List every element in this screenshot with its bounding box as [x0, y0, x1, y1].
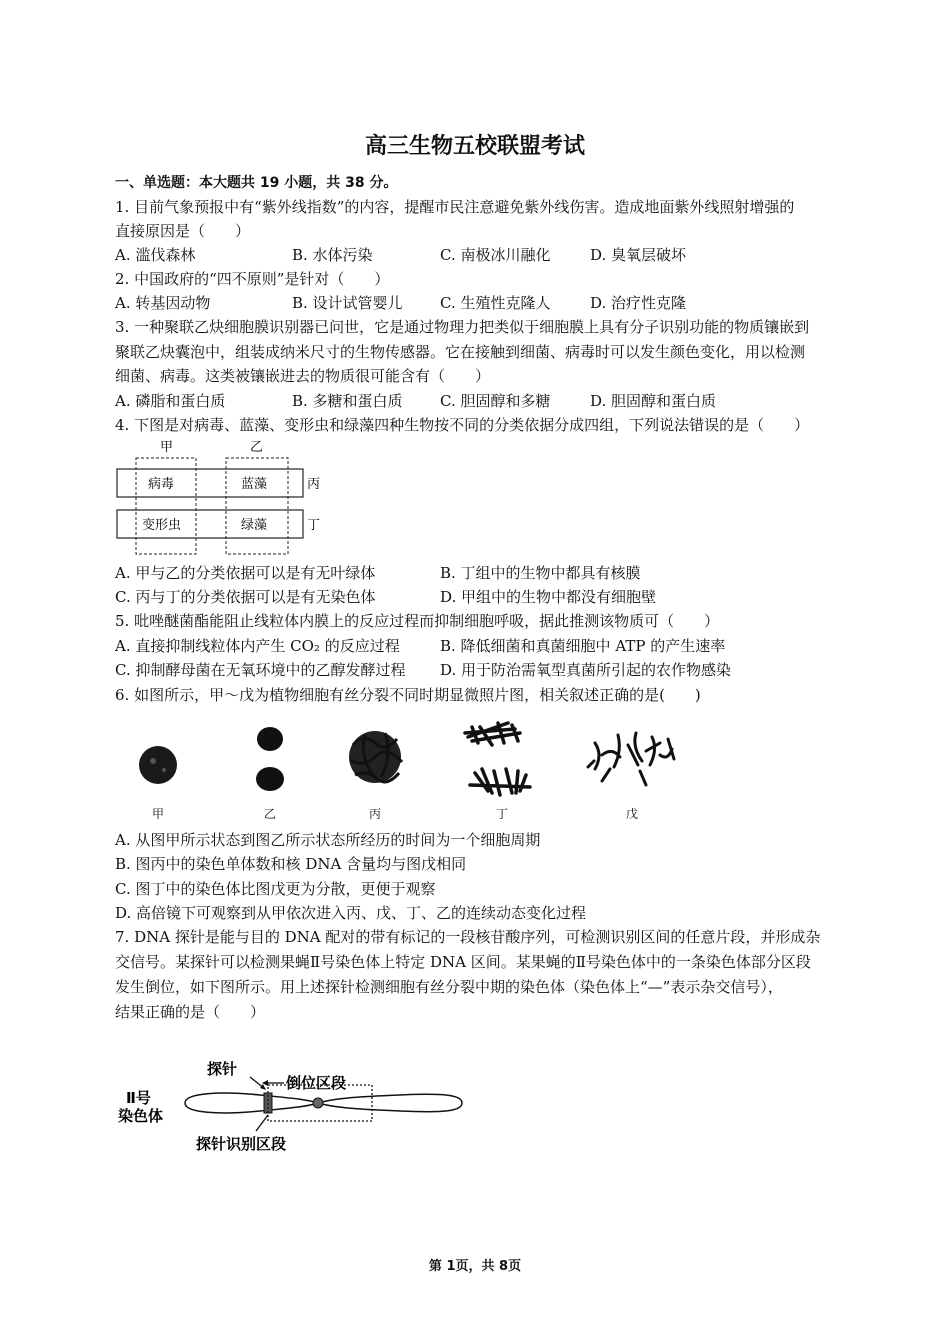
label-bing: 丙 [307, 477, 321, 492]
q1-stem-1: 1. 目前气象预报中有“紫外线指数”的内容，提醒市民注意避免紫外线伤害。造成地面紫外线照射增强的 [115, 198, 795, 216]
caption-yi: 乙 [263, 807, 276, 821]
q5-option-d: D. 用于防治需氧型真菌所引起的农作物感染 [440, 661, 732, 679]
row-bing-box [117, 469, 303, 497]
cell-virus: 病毒 [148, 477, 175, 492]
q3-stem-1: 3. 一种聚联乙炔细胞膜识别器已问世，它是通过物理力把类似于细胞膜上具有分子识别功能的物质镶嵌到 [115, 318, 810, 336]
micrograph-wu [588, 733, 674, 785]
q1-stem-2: 直接原因是（ ） [115, 222, 251, 240]
q2-option-d: D. 治疗性克隆 [590, 294, 687, 312]
q5-option-c: C. 抑制酵母菌在无氧环境中的乙醇发酵过程 [115, 661, 406, 679]
micrograph-bing [349, 731, 402, 783]
q4-stem: 4. 下图是对病毒、蓝藻、变形虫和绿藻四种生物按不同的分类依据分成四组，下列说法错误的是（ ） [115, 416, 810, 434]
q5-option-b: B. 降低细菌和真菌细胞中 ATP 的产生速率 [440, 637, 726, 655]
q3-option-a: A. 磷脂和蛋白质 [115, 392, 226, 410]
label-chromosome: 染色体 [118, 1107, 164, 1125]
q7-chromosome-diagram [110, 1055, 470, 1160]
q4-option-a: A. 甲与乙的分类依据可以是有无叶绿体 [115, 564, 376, 582]
q2-option-a: A. 转基因动物 [115, 294, 211, 312]
q5-option-a: A. 直接抑制线粒体内产生 CO₂ 的反应过程 [115, 637, 400, 655]
label-probe: 探针 [207, 1060, 238, 1078]
caption-jia: 甲 [151, 807, 164, 821]
q7-stem-4: 结果正确的是（ ） [115, 1003, 266, 1021]
q3-option-c: C. 胆固醇和多糖 [440, 392, 551, 410]
q4-option-c: C. 丙与丁的分类依据可以是有无染色体 [115, 588, 376, 606]
cell-cyanobacteria: 蓝藻 [241, 477, 268, 492]
q4-classification-diagram [110, 436, 340, 560]
q7-stem-1: 7. DNA 探针是能与目的 DNA 配对的带有标记的一段核苷酸序列，可检测识别区间的任意片段，并形成杂 [115, 928, 821, 946]
label-jia: 甲 [160, 440, 174, 455]
caption-bing: 丙 [368, 807, 381, 821]
label-probe-region: 探针识别区段 [196, 1135, 287, 1153]
micrograph-ding [465, 723, 530, 795]
q1-option-d: D. 臭氧层破坏 [590, 246, 687, 264]
centromere [313, 1098, 323, 1108]
q7-stem-2: 交信号。某探针可以检测果蝇Ⅱ号染色体上特定 DNA 区间。某果蝇的Ⅱ号染色体中的一条染色体部分区段 [115, 953, 811, 971]
page-title: 高三生物五校联盟考试 [364, 133, 585, 159]
caption-wu: 戊 [625, 807, 638, 821]
q3-stem-2: 聚联乙炔囊泡中，组装成纳米尺寸的生物传感器。它在接触到细菌、病毒时可以发生颜色变化，用以检测 [115, 343, 806, 361]
col-jia-box [136, 458, 196, 554]
q1-option-a: A. 滥伐森林 [115, 246, 196, 264]
q6-option-d: D. 高倍镜下可观察到从甲依次进入丙、戊、丁、乙的连续动态变化过程 [115, 904, 587, 922]
label-yi: 乙 [250, 440, 264, 455]
q3-option-d: D. 胆固醇和蛋白质 [590, 392, 717, 410]
q6-option-c: C. 图丁中的染色体比图戊更为分散，更便于观察 [115, 880, 436, 898]
q6-stem: 6. 如图所示，甲～戊为植物细胞有丝分裂不同时期显微照片图，相关叙述正确的是( ) [115, 686, 701, 704]
q3-option-b: B. 多糖和蛋白质 [292, 392, 403, 410]
label-ding: 丁 [307, 518, 321, 533]
section-heading: 一、单选题：本大题共 19 小题，共 38 分。 [115, 175, 398, 191]
q7-stem-3: 发生倒位，如下图所示。用上述探针检测细胞有丝分裂中期的染色体（染色体上“—”表示杂交信号）， [115, 978, 783, 996]
q3-stem-3: 细菌、病毒。这类被镶嵌进去的物质很可能含有（ ） [115, 367, 491, 385]
cell-green-algae: 绿藻 [241, 518, 268, 533]
region-pointer [256, 1115, 268, 1131]
q1-option-c: C. 南极冰川融化 [440, 246, 551, 264]
micrograph-jia [139, 746, 177, 784]
micrograph-yi [256, 727, 284, 791]
q4-option-d: D. 甲组中的生物中都没有细胞壁 [440, 588, 657, 606]
label-chromosome-number: Ⅱ号 [126, 1089, 151, 1107]
q2-stem: 2. 中国政府的“四不原则”是针对（ ） [115, 270, 390, 288]
q4-option-b: B. 丁组中的生物中都具有核膜 [440, 564, 641, 582]
q2-option-b: B. 设计试管婴儿 [292, 294, 403, 312]
q6-option-a: A. 从图甲所示状态到图乙所示状态所经历的时间为一个细胞周期 [115, 831, 541, 849]
label-inversion: 倒位区段 [286, 1074, 347, 1092]
q6-option-b: B. 图丙中的染色单体数和核 DNA 含量均与图戊相同 [115, 855, 467, 873]
q1-option-b: B. 水体污染 [292, 246, 373, 264]
caption-ding: 丁 [495, 807, 508, 821]
col-yi-box [226, 458, 288, 554]
page-footer: 第 1页，共 8页 [428, 1259, 522, 1274]
q2-option-c: C. 生殖性克隆人 [440, 294, 551, 312]
cell-amoeba: 变形虫 [142, 518, 182, 533]
q5-stem: 5. 吡唑醚菌酯能阻止线粒体内膜上的反应过程而抑制细胞呼吸，据此推测该物质可（ ） [115, 612, 720, 630]
